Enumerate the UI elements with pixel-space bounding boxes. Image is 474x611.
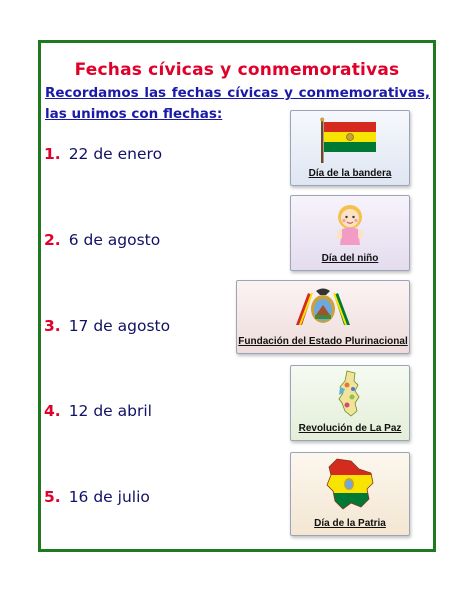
date-text: 17 de agosto (68, 317, 171, 335)
date-number: 4. (44, 402, 61, 420)
card-dia-de-la-patria[interactable] (290, 452, 410, 536)
card-label: Día del niño (321, 253, 379, 264)
page-title: Fechas cívicas y conmemorativas (74, 60, 400, 80)
card-dia-de-la-bandera[interactable] (290, 110, 410, 186)
card-dia-del-nino[interactable] (290, 195, 410, 271)
card-label: Fundación del Estado Plurinacional (238, 336, 408, 347)
date-text: 12 de abril (68, 402, 152, 420)
coat-of-arms-icon (288, 285, 358, 329)
bolivia-flag-icon (315, 117, 385, 163)
date-item-2 (44, 231, 160, 249)
child-icon (325, 201, 375, 247)
date-number: 5. (44, 488, 61, 506)
bolivia-map-flag-icon (323, 457, 377, 511)
date-text: 16 de julio (68, 488, 150, 506)
la-paz-map-icon (325, 369, 375, 419)
card-label: Día de la Patria (314, 518, 386, 529)
card-fundacion-estado[interactable] (236, 280, 410, 354)
date-number: 1. (44, 145, 61, 163)
date-number: 2. (44, 231, 61, 249)
card-label: Día de la bandera (308, 168, 392, 179)
date-number: 3. (44, 317, 61, 335)
date-text: 6 de agosto (68, 231, 161, 249)
date-item-4 (44, 402, 152, 420)
date-item-5 (44, 488, 150, 506)
card-revolucion-la-paz[interactable] (290, 365, 410, 441)
date-item-3 (44, 317, 170, 335)
instructions-text: Recordamos las fechas cívicas y conmemorativas, las unimos con flechas: (45, 85, 430, 122)
date-text: 22 de enero (68, 145, 163, 163)
date-item-1 (44, 145, 162, 163)
card-label: Revolución de La Paz (298, 423, 402, 434)
